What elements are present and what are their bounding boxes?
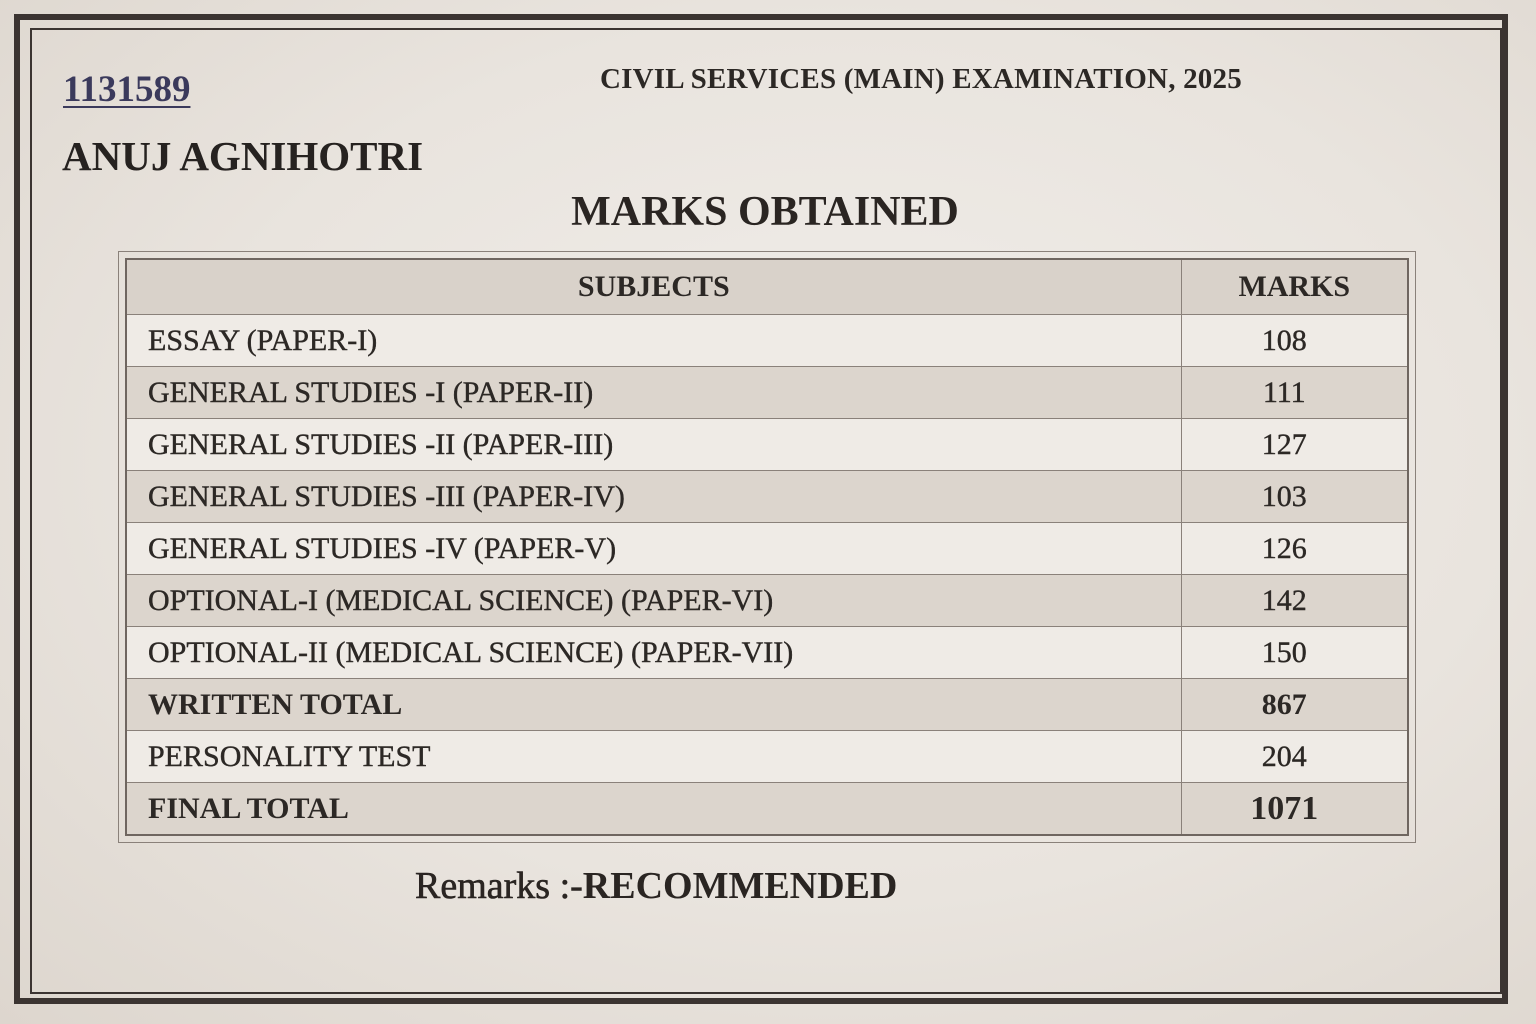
remarks-value: RECOMMENDED — [582, 865, 898, 907]
exam-title: CIVIL SERVICES (MAIN) EXAMINATION, 2025 — [600, 63, 1242, 95]
marks-column-header: MARKS — [1181, 259, 1408, 315]
final-total-row — [126, 783, 1408, 836]
table-row — [126, 315, 1408, 367]
subjects-column-header: SUBJECTS — [126, 259, 1181, 315]
subject-cell: GENERAL STUDIES -III (PAPER-IV) — [126, 471, 1181, 523]
written-total-row — [126, 679, 1408, 731]
section-title: MARKS OBTAINED — [571, 189, 959, 235]
candidate-name: ANUJ AGNIHOTRI — [62, 133, 424, 179]
remarks-label: Remarks :- — [415, 865, 583, 907]
marks-cell: 204 — [1181, 731, 1408, 783]
marks-table — [125, 258, 1409, 836]
subject-cell: OPTIONAL-II (MEDICAL SCIENCE) (PAPER-VII) — [126, 627, 1181, 679]
table-row — [126, 575, 1408, 627]
marks-cell: 126 — [1181, 523, 1408, 575]
table-row — [126, 627, 1408, 679]
subject-cell: GENERAL STUDIES -IV (PAPER-V) — [126, 523, 1181, 575]
marks-cell: 127 — [1181, 419, 1408, 471]
remarks — [415, 864, 897, 908]
marks-cell: 142 — [1181, 575, 1408, 627]
subject-cell: PERSONALITY TEST — [126, 731, 1181, 783]
table-row — [126, 419, 1408, 471]
written-total-value: 867 — [1181, 679, 1408, 731]
final-total-label: FINAL TOTAL — [126, 783, 1181, 836]
final-total-value: 1071 — [1181, 783, 1408, 836]
roll-number: 1131589 — [63, 69, 191, 110]
marks-cell: 103 — [1181, 471, 1408, 523]
written-total-label: WRITTEN TOTAL — [126, 679, 1181, 731]
table-row — [126, 471, 1408, 523]
marks-cell: 111 — [1181, 367, 1408, 419]
subject-cell: ESSAY (PAPER-I) — [126, 315, 1181, 367]
table-header-row — [126, 259, 1408, 315]
table-row — [126, 367, 1408, 419]
subject-cell: OPTIONAL-I (MEDICAL SCIENCE) (PAPER-VI) — [126, 575, 1181, 627]
subject-cell: GENERAL STUDIES -I (PAPER-II) — [126, 367, 1181, 419]
subject-cell: GENERAL STUDIES -II (PAPER-III) — [126, 419, 1181, 471]
marks-cell: 150 — [1181, 627, 1408, 679]
table-row — [126, 523, 1408, 575]
table-row — [126, 731, 1408, 783]
marks-cell: 108 — [1181, 315, 1408, 367]
